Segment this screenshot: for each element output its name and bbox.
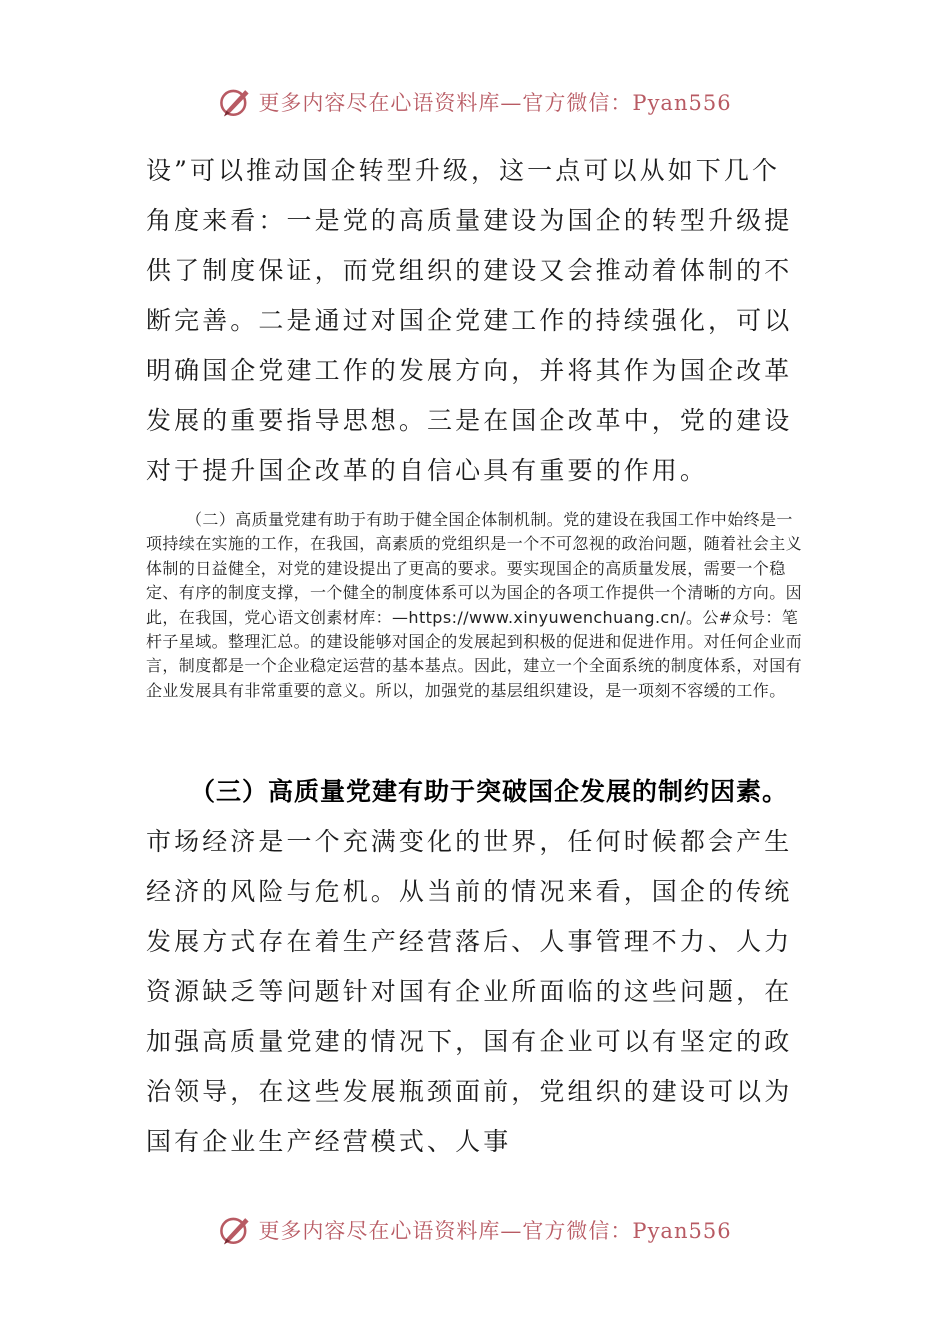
paragraph-2: （二）高质量党建有助于有助于健全国企体制机制。党的建设在我国工作中始终是一项持续在实施的工作，在我国，高素质的党组织是一个不可忽视的政治问题，随着社会主义体制的日益健全，对党的建设提出了更高的要求。要实现国企的高质量发展，需要一个稳定、有序的制度支撑，一个健全的制度体系可以为国企的各项工作提供一个清晰的方向。因此，在我国，党心语文创素材库：—https://www.xinyuwenchuang.cn/。公#众号：笔杆子星域。整理汇总。的建设能够对国企的发展起到积极的促进和促进作用。对任何企业而言，制度都是一个企业稳定运营的基本基点。因此，建立一个全面系统的制度体系，对国有企业发展具有非常重要的意义。所以，加强党的基层组织建设，是一项刻不容缓的工作。 <box>146 510 803 700</box>
header-banner <box>0 82 950 122</box>
banner-text: 更多内容尽在心语资料库—官方微信：Pyan556 <box>258 91 732 115</box>
footer-banner <box>0 1210 950 1250</box>
banner-text: 更多内容尽在心语资料库—官方微信：Pyan556 <box>258 1219 732 1243</box>
paragraph-3-heading: （三）高质量党建有助于突破国企发展的制约因素。 <box>190 777 789 806</box>
paragraph-3-body: 市场经济是一个充满变化的世界，任何时候都会产生经济的风险与危机。从当前的情况来看，国企的传统发展方式存在着生产经营落后、人事管理不力、人力资源缺乏等问题针对国有企业所面临的这些问题，在加强高质量党建的情况下，国有企业可以有坚定的政治领导，在这些发展瓶颈面前，党组织的建设可以为国有企业生产经营模式、人事 <box>146 827 793 1156</box>
paragraph-1: 设”可以推动国企转型升级，这一点可以从如下几个角度来看：一是党的高质量建设为国企的转型升级提供了制度保证，而党组织的建设又会推动着体制的不断完善。二是通过对国企党建工作的持续强化，可以明确国企党建工作的发展方向，并将其作为国企改革发展的重要指导思想。三是在国企改革中，党的建设对于提升国企改革的自信心具有重要的作用。 <box>146 156 793 485</box>
pen-logo-icon <box>218 1213 252 1247</box>
paragraph-3 <box>146 767 806 1167</box>
pen-logo-icon <box>218 85 252 119</box>
